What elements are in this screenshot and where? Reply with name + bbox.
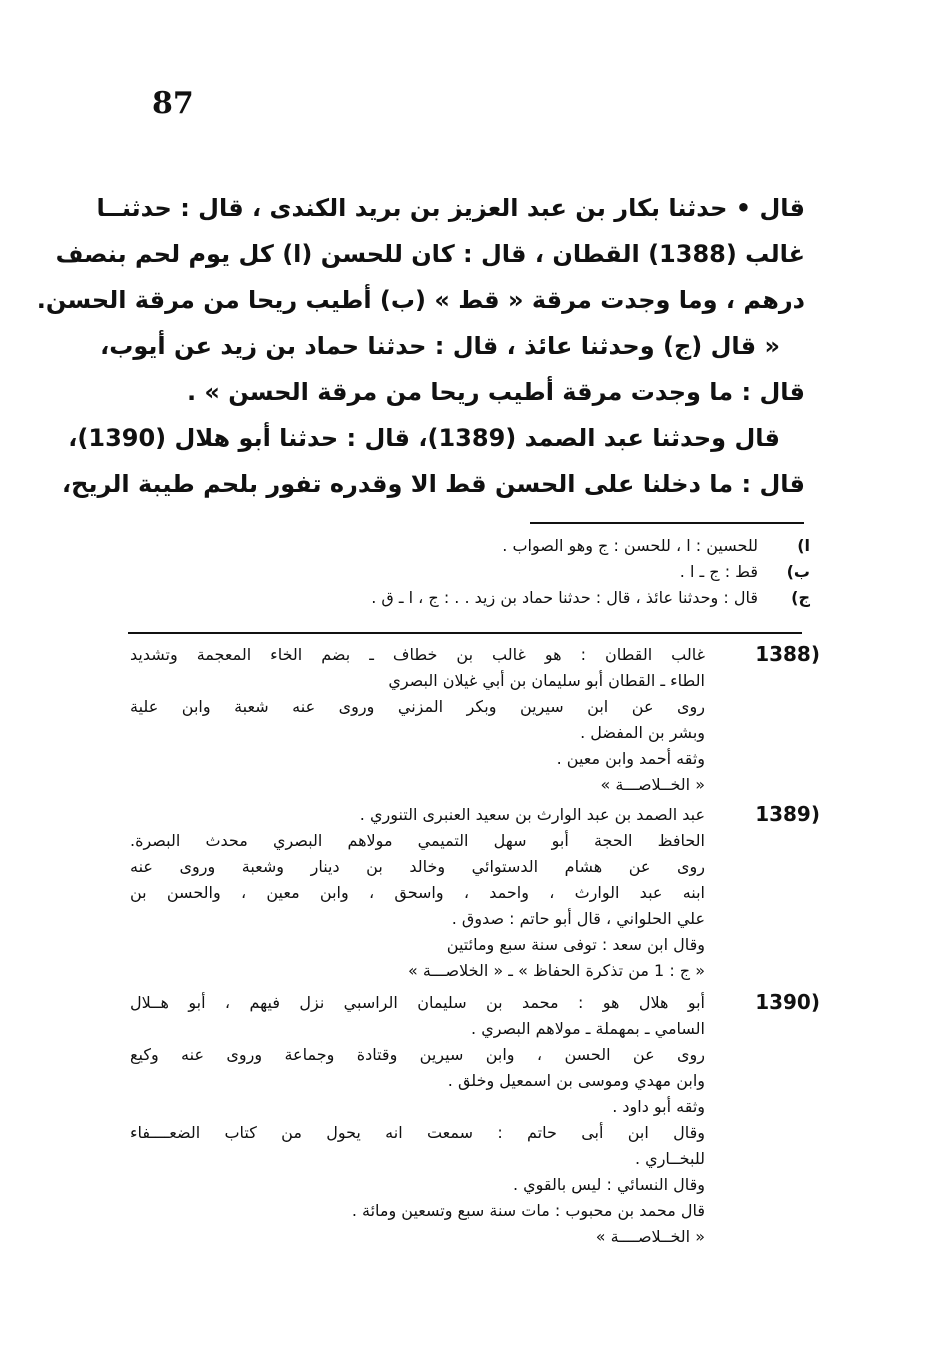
note-line: « الخــلاصــــة » <box>595 1227 705 1246</box>
note-line: وقال ابن سعد : توفى سنة سبع ومائتين <box>446 935 705 954</box>
main-text-line: قال : ما دخلنا على الحسن قط الا وقدره تفور بلحم طيبة الريح، <box>62 470 805 498</box>
main-text-line: قال وحدثنا عبد الصمد (1389)، قال : حدثنا أبو هلال (1390)، <box>68 424 780 452</box>
note-line: السامي ـ بمهملة ـ مولاهم البصري . <box>471 1019 705 1038</box>
page-number: 87 <box>152 86 194 121</box>
note-body <box>130 802 705 984</box>
main-text-line: قال • حدثنا بكار بن عبد العزيز بن بريد الكندى ، قال : حدثنــا <box>96 194 805 222</box>
note-line: « ج : 1 من تذكرة الحفاظ » ـ « الخلاصـــة » <box>408 961 705 980</box>
note-line: ابنه عبد الوارث ، واحمد ، واسحق ، وابن معين ، والحسن بن <box>130 883 705 902</box>
variant-note <box>150 533 810 559</box>
main-text-line: درهم ، وما وجدت مرقة « قط » (ب) أطيب ريحا من مرقة الحسن. <box>36 286 805 314</box>
note-line: وقال ابن أبى حاتم : سمعت انه يحول من كتاب الضعــــفاء <box>130 1123 705 1142</box>
note-line: وابن مهدي وموسى بن اسمعيل وخلق . <box>447 1071 705 1090</box>
variant-notes <box>150 533 810 611</box>
note-line: عبد الصمد بن عبد الوارث بن سعيد العنبرى التنوري . <box>359 805 705 824</box>
note-line: أبو هلال هو : محمد بن سليمان الراسبي نزل فيهم ، أبو هــلال <box>130 993 705 1012</box>
variant-marker: ا) <box>797 536 810 555</box>
note-line: وثقه أحمد وابن معين . <box>556 749 705 768</box>
note-body <box>130 642 705 798</box>
main-text-line: قال : ما وجدت مرقة أطيب ريحا من مرقة الحسن » . <box>186 378 805 406</box>
note-line: روى عن الحسن ، وابن سيرين وقتادة وجماعة وروى عنه وكيع <box>130 1045 705 1064</box>
variant-text: قط : ج ـ ا . <box>679 562 758 581</box>
variant-marker: ب) <box>786 562 810 581</box>
note-line: الحافظ الحجة أبو سهل التميمي مولاهم البصري محدث البصرة. <box>130 831 705 850</box>
main-text <box>36 185 805 507</box>
main-text-line: « قال (ج) وحدثنا عائذ ، قال : حدثنا حماد بن زيد عن أيوب، <box>100 332 780 360</box>
note-line: للبخــاري . <box>635 1149 705 1168</box>
variant-marker: ج) <box>791 588 810 607</box>
note-line: « الخــلاصـــة » <box>600 775 705 794</box>
note-number: 1389) <box>755 802 820 826</box>
variant-text: قال : وحدثنا عائذ ، قال : حدثنا حماد بن زيد . . : ج ، ا ـ ق . <box>371 588 758 607</box>
note-line: علي الحلواني ، قال أبو حاتم : صدوق . <box>451 909 705 928</box>
note-line: قال محمد بن محبوب : مات سنة سبع وتسعين ومائة . <box>351 1201 705 1220</box>
note-line: غالب القطان : هو غالب بن خطاف ـ بضم الخاء المعجمة وتشديد <box>130 645 705 664</box>
note-line: روى عن هشام الدستوائي وخالد بن دينار وشعبة وروى عنه <box>130 857 705 876</box>
footnote-divider <box>530 522 804 524</box>
notes-divider <box>128 632 802 634</box>
variant-note <box>150 585 810 611</box>
note-line: الطاء ـ القطان أبو سليمان بن أبي غيلان البصري <box>388 671 705 690</box>
note-number: 1390) <box>755 990 820 1014</box>
note-body <box>130 990 705 1250</box>
note-line: وثقه أبو داود . <box>612 1097 705 1116</box>
variant-text: للحسين : ا ، للحسن : ج وهو الصواب . <box>502 536 758 555</box>
note-number: 1388) <box>755 642 820 666</box>
note-line: روى عن ابن سيرين وبكر المزني وروى عنه شعبة وابن علية <box>130 697 705 716</box>
note-line: وقال النسائي : ليس بالقوي . <box>512 1175 705 1194</box>
main-text-line: غالب (1388) القطان ، قال : كان للحسن (ا) كل يوم لحم بنصف <box>55 240 805 268</box>
note-line: وبشر بن المفضل . <box>580 723 705 742</box>
variant-note <box>150 559 810 585</box>
